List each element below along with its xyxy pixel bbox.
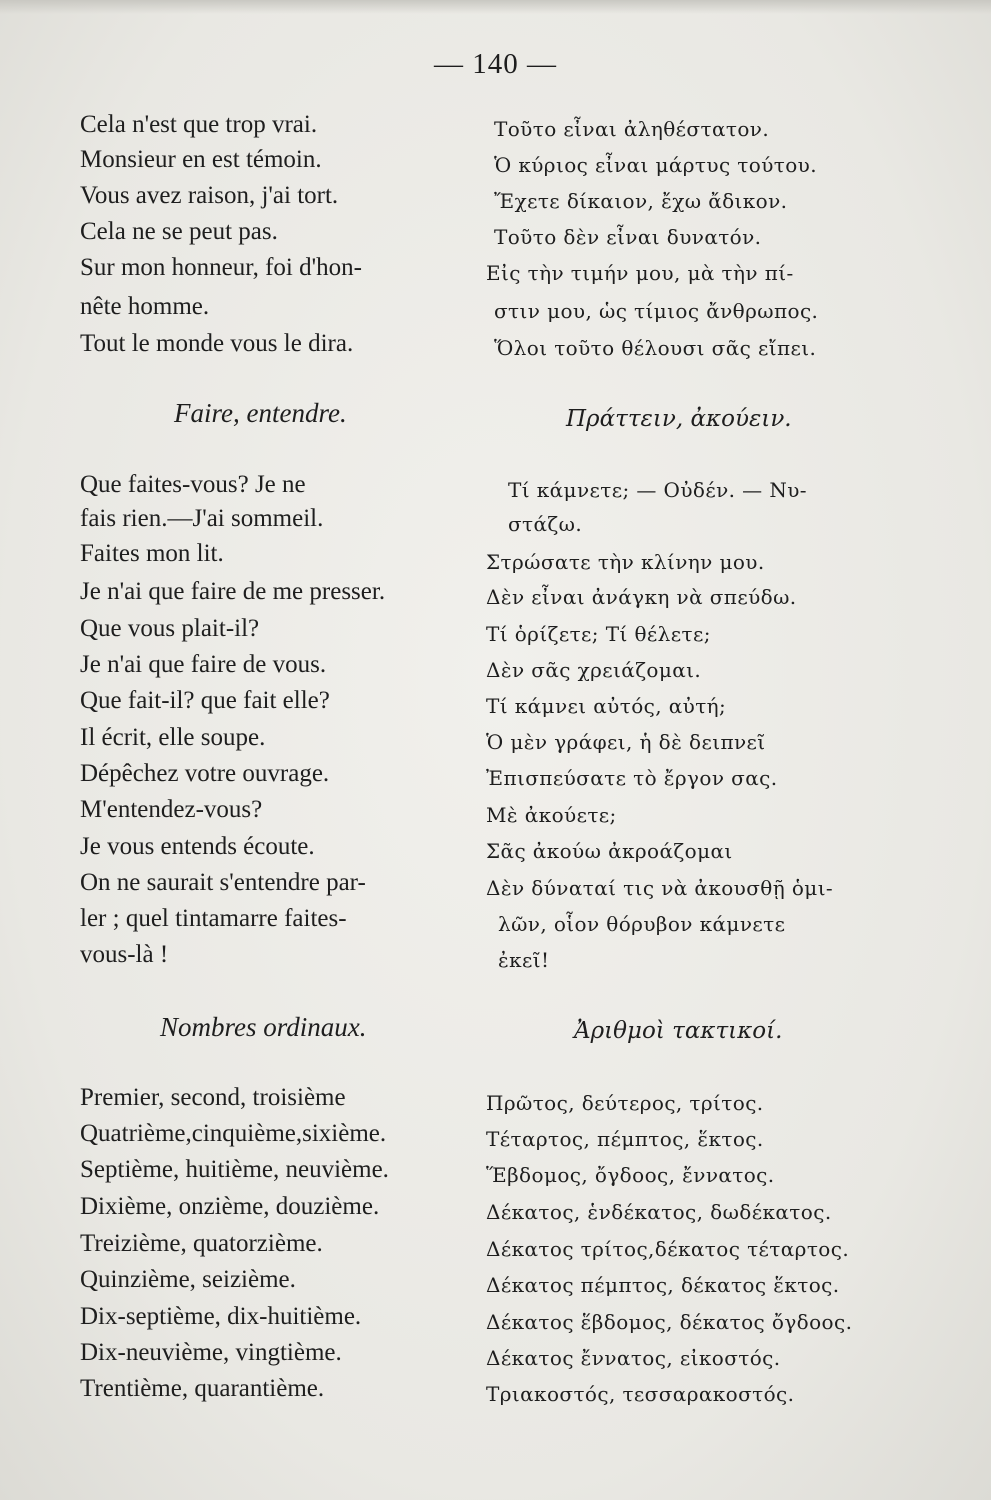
french-line: Je n'ai que faire de me presser. <box>80 578 386 605</box>
greek-line: Δὲν σᾶς χρειάζομαι. <box>486 658 702 682</box>
french-line: Septième, huitième, neuvième. <box>80 1156 389 1183</box>
french-line: Quinzième, seizième. <box>80 1266 296 1293</box>
french-line: On ne saurait s'entendre par- <box>80 869 366 896</box>
french-line: Faites mon lit. <box>80 540 224 567</box>
greek-line: Δὲν δύναταί τις νὰ ἀκουσθῇ ὁμι- <box>486 876 834 900</box>
page-number: — 140 — <box>434 48 557 80</box>
greek-line: Ὁ κύριος εἶναι μάρτυς τούτου. <box>494 153 817 177</box>
french-line: Que fait-il? que fait elle? <box>80 687 330 714</box>
greek-line: Δέκατος τρίτος,δέκατος τέταρτος. <box>486 1237 850 1261</box>
greek-line: Τριακοστός, τεσσαρακοστός. <box>486 1382 795 1406</box>
greek-line: Δέκατος ἔννατος, εἰκοστός. <box>486 1346 781 1370</box>
french-line: fais rien.—J'ai sommeil. <box>80 505 324 532</box>
french-line: Monsieur en est témoin. <box>80 146 322 173</box>
french-line: Cela n'est que trop vrai. <box>80 111 318 138</box>
french-line: Sur mon honneur, foi d'hon- <box>80 254 362 281</box>
french-line: M'entendez-vous? <box>80 796 263 823</box>
greek-line: Σᾶς ἀκούω ἀκροάζομαι <box>486 839 733 863</box>
greek-line: Τέταρτος, πέμπτος, ἕκτος. <box>486 1127 764 1151</box>
greek-line: Εἰς τὴν τιμήν μου, μὰ τὴν πί- <box>486 261 794 285</box>
french-line: vous-là ! <box>80 941 169 968</box>
french-line: Dixième, onzième, douzième. <box>80 1193 380 1220</box>
french-line: Vous avez raison, j'ai tort. <box>80 182 339 209</box>
greek-line: στάζω. <box>508 512 583 536</box>
greek-line: Τοῦτο εἶναι ἀληθέστατον. <box>494 117 770 141</box>
greek-line: Δέκατος πέμπτος, δέκατος ἕκτος. <box>486 1273 840 1297</box>
greek-line: στιν μου, ὡς τίμιος ἄνθρωπος. <box>494 299 819 323</box>
greek-line: Τί κάμνει αὐτός, αὐτή; <box>486 694 727 718</box>
greek-line: Μὲ ἀκούετε; <box>486 803 617 827</box>
greek-line: Τί κάμνετε; — Οὐδέν. — Νυ- <box>508 478 807 502</box>
greek-line: Ἔχετε δίκαιον, ἔχω ἄδικον. <box>494 189 788 213</box>
greek-line: Πρῶτος, δεύτερος, τρίτος. <box>486 1091 764 1115</box>
french-line: Premier, second, troisième <box>80 1084 346 1111</box>
greek-line: Τί ὁρίζετε; Τί θέλετε; <box>486 622 711 646</box>
section-heading-greek: Ἀριθμοὶ τακτικοί. <box>574 1018 783 1044</box>
greek-line: Δέκατος, ἑνδέκατος, δωδέκατος. <box>486 1200 832 1224</box>
french-line: Que vous plait-il? <box>80 615 260 642</box>
french-line: Quatrième,cinquième,sixième. <box>80 1120 387 1147</box>
greek-line: Ὅλοι τοῦτο θέλουσι σᾶς εἴπει. <box>494 336 817 360</box>
section-heading-french: Nombres ordinaux. <box>160 1012 367 1042</box>
greek-line: Τοῦτο δὲν εἶναι δυνατόν. <box>494 225 762 249</box>
french-line: ler ; quel tintamarre faites- <box>80 905 347 932</box>
greek-line: Δὲν εἶναι ἀνάγκη νὰ σπεύδω. <box>486 585 797 609</box>
french-line: Trentième, quarantième. <box>80 1375 325 1402</box>
page-top-shadow <box>0 0 991 14</box>
french-line: Je vous entends écoute. <box>80 833 315 860</box>
greek-line: λῶν, οἷον θόρυβον κάμνετε <box>498 912 786 936</box>
french-line: nête homme. <box>80 293 210 320</box>
french-line: Cela ne se peut pas. <box>80 218 278 245</box>
greek-line: Στρώσατε τὴν κλίνην μου. <box>486 550 765 574</box>
french-line: Dix-septième, dix-huitième. <box>80 1303 362 1330</box>
section-heading-french: Faire, entendre. <box>174 398 347 428</box>
section-heading-greek: Πράττειν, ἀκούειν. <box>566 406 792 432</box>
french-line: Tout le monde vous le dira. <box>80 330 354 357</box>
french-line: Dix-neuvième, vingtième. <box>80 1339 342 1366</box>
french-line: Il écrit, elle soupe. <box>80 724 266 751</box>
french-line: Dépêchez votre ouvrage. <box>80 760 330 787</box>
french-line: Je n'ai que faire de vous. <box>80 651 327 678</box>
greek-line: Δέκατος ἕβδομος, δέκατος ὄγδοος. <box>486 1310 853 1334</box>
greek-line: Ἐπισπεύσατε τὸ ἔργον σας. <box>486 766 778 790</box>
greek-line: Ἕβδομος, ὄγδοος, ἔννατος. <box>486 1163 775 1187</box>
greek-line: ἐκεῖ! <box>498 948 550 972</box>
greek-line: Ὁ μὲν γράφει, ἡ δὲ δειπνεῖ <box>486 730 766 754</box>
french-line: Que faites-vous? Je ne <box>80 471 306 498</box>
french-line: Treizième, quatorzième. <box>80 1230 323 1257</box>
